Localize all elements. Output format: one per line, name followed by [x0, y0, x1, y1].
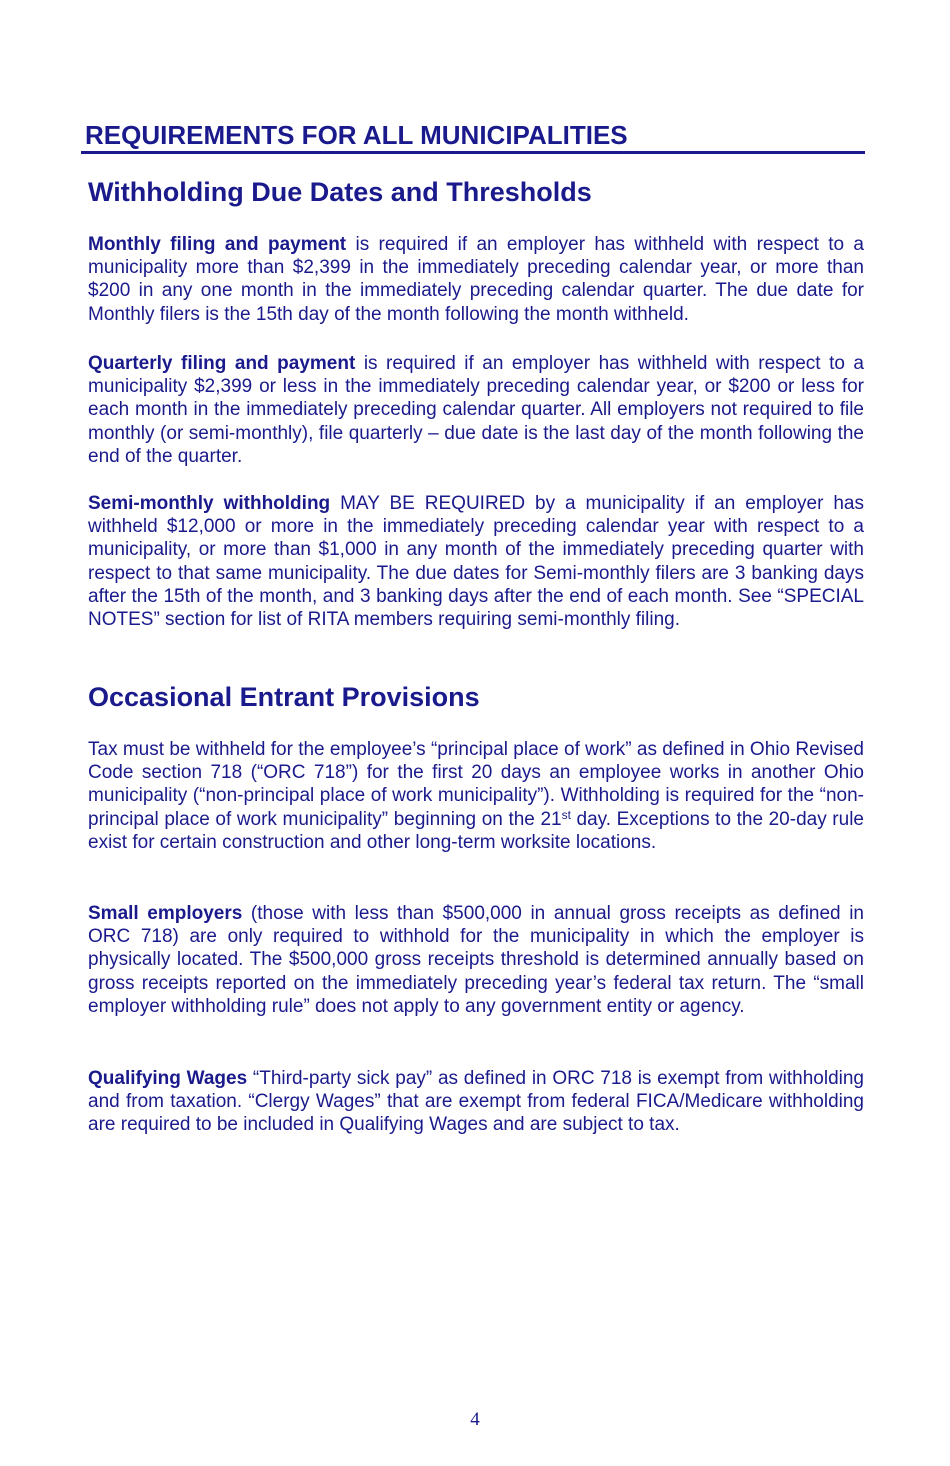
text-tax-after: day. Exceptions to the 20-day rule exist for certain construction and other long-term worksite locations.: [88, 808, 864, 853]
text-semimonthly: MAY BE REQUIRED by a municipality if an employer has withheld $12,000 or more in the immediately preceding calendar year with respect to a municipality, or more than $1,000 in any month of the immediately preceding quarter with respect to that same municipality. The due dates for Semi-monthly filers are 3 banking days after the 15th of the month, and 3 banking days after the end of each month. See “SPECIAL NOTES” section for list of RITA members requiring semi-monthly filing.: [88, 493, 864, 631]
text-qualifying-wages: “Third-party sick pay” as defined in ORC 718 is exempt from withholding and from taxation. “Clergy Wages” that are exempt from federal FICA/Medicare withholding are required to be included in Qualifying Wages and are subject to tax.: [88, 1068, 864, 1136]
lead-qualifying-wages: Qualifying Wages: [88, 1068, 248, 1089]
lead-small-employers: Small employers: [88, 903, 243, 924]
paragraph-quarterly: [88, 352, 864, 468]
paragraph-small-employers: [88, 902, 864, 1018]
ordinal-suffix: st: [561, 807, 571, 822]
lead-semimonthly: Semi-monthly withholding: [88, 493, 331, 514]
paragraph-tax-withheld: [88, 738, 864, 854]
text-monthly: is required if an employer has withheld with respect to a municipality more than $2,399 in the immediately preceding calendar year, or more than $200 in any one month in the immediately preceding calendar quarter. The due date for Monthly filers is the 15th day of the month following the month withheld.: [88, 234, 864, 325]
paragraph-semimonthly: [88, 492, 864, 631]
text-small-employers: (those with less than $500,000 in annual gross receipts as defined in ORC 718) are only required to withhold for the municipality in which the employer is physically located. The $500,000 gross receipts threshold is determined annually based on gross receipts reported on the immediately preceding year’s federal tax return. The “small employer withholding rule” does not apply to any government entity or agency.: [88, 903, 864, 1017]
paragraph-qualifying-wages: [88, 1067, 864, 1137]
paragraph-monthly: [88, 233, 864, 326]
lead-quarterly: Quarterly filing and payment: [88, 353, 356, 374]
main-heading: REQUIREMENTS FOR ALL MUNICIPALITIES: [81, 119, 865, 154]
lead-monthly: Monthly filing and payment: [88, 234, 347, 255]
text-tax-before: Tax must be withheld for the employee’s “principal place of work” as defined in Ohio Revised Code section 718 (“ORC 718”) for the first 20 days an employee works in another Ohio municipality (“non-principal place of work municipality”). Withholding is required for the “non-principal place of work municipality” beginning on the 21: [88, 739, 864, 830]
section-heading-occasional-entrant: Occasional Entrant Provisions: [88, 682, 480, 712]
page-number: 4: [470, 1409, 480, 1430]
text-quarterly: is required if an employer has withheld with respect to a municipality $2,399 or less in the immediately preceding calendar year, or $200 or less for each month in the immediately preceding calendar quarter. All employers not required to file monthly (or semi-monthly), file quarterly – due date is the last day of the month following the end of the quarter.: [88, 353, 864, 467]
section-heading-withholding: Withholding Due Dates and Thresholds: [88, 177, 592, 207]
